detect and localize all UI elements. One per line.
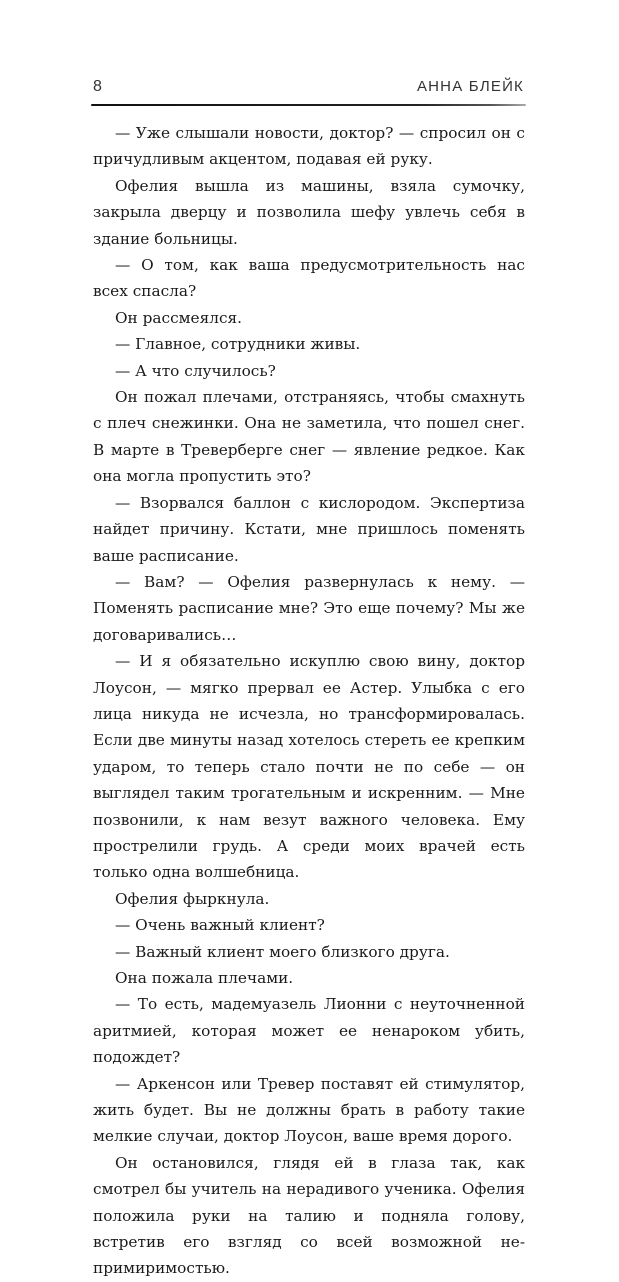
paragraph: — Очень важный клиент? — [115, 916, 325, 935]
paragraph: Она пожала плечами. — [115, 969, 294, 987]
paragraph: — А что случилось? — [115, 361, 276, 380]
body-text — [93, 120, 525, 1282]
paragraph: Офелия вышла из машины, взяла сумочку, закрыла дверцу и позволила шефу увлечь себя в здание больницы. — [93, 176, 525, 248]
paragraph: — И я обязательно искуплю свою вину, доктор Лоусон, — мягко прервал ее Астер. Улыбка с его лица никуда не исчезла, но трансформировалась. Если две минуты назад хотелось стереть ее крепким ударом, то теперь стало почти не по себе — он выглядел таким трогательным и искренним. — Мне позвонили, к нам везут важного человека. Ему прострелили грудь. А среди моих врачей есть только одна волшебница. — [93, 652, 525, 882]
running-head-author: АННА БЛЕЙК — [416, 78, 524, 95]
header-rule — [91, 104, 526, 106]
paragraph: — Главное, сотрудники живы. — [115, 335, 361, 354]
running-header — [93, 78, 524, 96]
page-number: 8 — [93, 78, 102, 95]
paragraph: Офелия фыркнула. — [115, 889, 270, 908]
paragraph: Он остановился, глядя ей в глаза так, как смотрел бы учитель на нерадивого ученика. Офелия положила руки на талию и подняла голову, встретив его взгляд со всей возможной непримиримостью. — [93, 1153, 525, 1278]
paragraph: — То есть, мадемуазель Лионни с неуточненной аритмией, которая может ее ненароком убить, подождет? — [93, 995, 525, 1067]
paragraph: Он рассмеялся. — [115, 308, 243, 327]
paragraph: Он пожал плечами, отстраняясь, чтобы смахнуть с плеч снежинки. Она не заметила, что пошел снег. В марте в Треверберге снег — явление редкое. Как она могла пропустить это? — [93, 388, 525, 486]
paragraph: — Важный клиент моего близкого друга. — [115, 942, 450, 961]
paragraph: — О том, как ваша предусмотрительность нас всех спасла? — [93, 256, 525, 301]
paragraph: — Аркенсон или Тревер поставят ей стимулятор, жить будет. Вы не должны брать в работу такие мелкие случаи, доктор Лоусон, ваше время дорого. — [93, 1074, 525, 1146]
paragraph: — Взорвался баллон с кислородом. Экспертиза найдет причину. Кстати, мне пришлось поменять ваше расписание. — [93, 493, 525, 565]
paragraph: — Уже слышали новости, доктор? — спросил он с причудливым акцентом, подавая ей руку. — [93, 124, 525, 169]
paragraph: — Вам? — Офелия развернулась к нему. — Поменять расписание мне? Это еще почему? Мы же договаривались… — [93, 572, 525, 644]
